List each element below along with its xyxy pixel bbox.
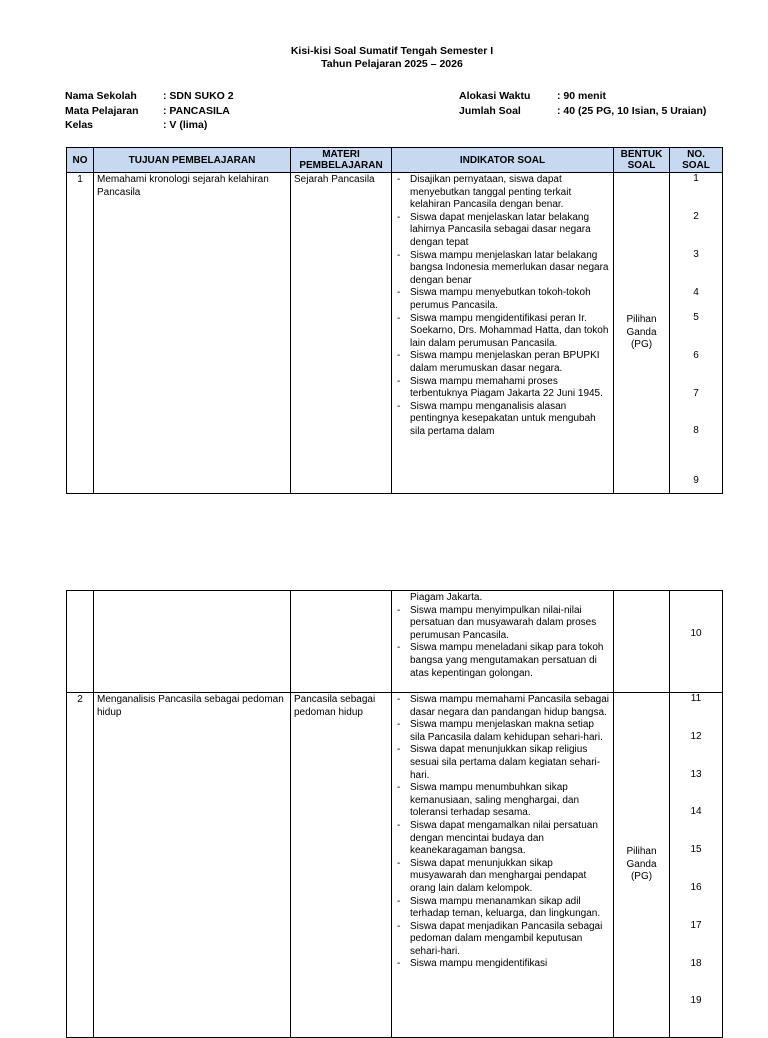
indikator-item: - Siswa dapat menjelaskan latar belakang lahirnya Pancasila sebagai dasar negara dengan tepat	[395, 212, 610, 250]
indikator-item: - Siswa mampu menjelaskan latar belakang bangsa Indonesia memerlukan dasar negara dengan benar	[395, 250, 610, 288]
nomor-soal-cell	[670, 693, 723, 1038]
indikator-item: - Disajikan pernyataan, siswa dapat menyebutkan tanggal penting terkait kelahiran Pancasila dengan benar.	[395, 174, 610, 212]
indikator-item: - Siswa dapat menjadikan Pancasila sebagai pedoman dalam mengambil keputusan sehari-hari.	[395, 921, 610, 959]
question-number: 17	[690, 920, 702, 931]
indikator-item: - Siswa dapat menunjukkan sikap musyawarah dan menghargai pendapat orang lain dalam kelompok.	[395, 858, 610, 896]
materi-cell: Sejarah Pancasila	[291, 173, 392, 494]
table-row	[67, 693, 723, 1038]
question-number: 8	[693, 425, 699, 436]
row-number: 1	[67, 173, 94, 494]
indikator-item: - Siswa mampu menyimpulkan nilai-nilai persatuan dan musyawarah dalam proses perumusan Pancasila.	[395, 605, 610, 643]
tujuan-cell: Memahami kronologi sejarah kelahiran Pancasila	[94, 173, 291, 494]
question-number: 6	[693, 350, 699, 361]
row-number	[67, 591, 94, 693]
table-row	[67, 173, 723, 494]
indikator-item: - Siswa mampu menjelaskan peran BPUPKI dalam merumuskan dasar negara.	[395, 350, 610, 375]
question-number: 18	[690, 958, 702, 969]
bentuk-soal-cell: Pilihan Ganda (PG)	[614, 173, 670, 494]
meta-row: Mata Pelajaran : PANCASILA	[65, 104, 230, 117]
indikator-item: - Siswa mampu menumbuhkan sikap kemanusiaan, saling menghargai, dan toleransi terhadap sesama.	[395, 782, 610, 820]
question-number: 12	[690, 731, 702, 742]
exam-info	[459, 89, 706, 118]
kisi-kisi-table	[66, 147, 723, 494]
indikator-item: - Siswa mampu meneladani sikap para tokoh bangsa yang mengutamakan persatuan di atas kepentingan golongan.	[395, 642, 610, 680]
row-number: 2	[67, 693, 94, 1038]
question-number: 15	[690, 844, 702, 855]
indikator-item: - Siswa mampu menanamkan sikap adil terhadap teman, keluarga, dan lingkungan.	[395, 896, 610, 921]
indikator-item: - Siswa dapat menunjukkan sikap religius sesuai sila pertama dalam kegiatan sehari-hari.	[395, 744, 610, 782]
materi-cell: Pancasila sebagai pedoman hidup	[291, 693, 392, 1038]
indikator-cell	[392, 173, 614, 494]
question-number: 3	[693, 249, 699, 260]
school-info	[65, 89, 234, 133]
meta-row: Alokasi Waktu : 90 menit	[459, 90, 607, 102]
indikator-item: - Siswa mampu memahami Pancasila sebagai dasar negara dan pandangan hidup bangsa.	[395, 694, 610, 719]
materi-cell	[291, 591, 392, 693]
tujuan-cell: Menganalisis Pancasila sebagai pedoman hidup	[94, 693, 291, 1038]
tujuan-cell	[94, 591, 291, 693]
question-number: 1	[693, 173, 699, 184]
header-nosoal: NO. SOAL	[670, 148, 723, 173]
indikator-item: - Siswa dapat mengamalkan nilai persatuan dengan mencintai budaya dan keanekaragaman bangsa.	[395, 820, 610, 858]
indikator-item: - Siswa mampu menyebutkan tokoh-tokoh perumus Pancasila.	[395, 287, 610, 312]
document-title	[0, 45, 768, 71]
indikator-item: - Siswa mampu mengidentifikasi peran Ir. Soekarno, Drs. Mohammad Hatta, dan tokoh lain dalam perumusan Pancasila.	[395, 313, 610, 351]
meta-row: Jumlah Soal : 40 (25 PG, 10 Isian, 5 Uraian)	[459, 104, 707, 117]
question-number: 13	[690, 769, 702, 780]
meta-row: Kelas : V (lima)	[65, 119, 208, 131]
question-number: 14	[690, 806, 702, 817]
indikator-cell	[392, 693, 614, 1038]
table-row	[67, 591, 723, 693]
indikator-item: - Siswa mampu menjelaskan makna setiap sila Pancasila dalam kehidupan sehari-hari.	[395, 719, 610, 744]
table-header-row	[67, 148, 723, 173]
header-bentuk: BENTUK SOAL	[614, 148, 670, 173]
header-no: NO	[67, 148, 94, 173]
bentuk-soal-cell	[614, 591, 670, 693]
indikator-item: - Siswa mampu menganalisis alasan pentingnya kesepakatan untuk mengubah sila pertama dalam	[395, 401, 610, 439]
indikator-cell	[392, 591, 614, 693]
question-number: 19	[690, 995, 702, 1006]
header-materi: MATERI PEMBELAJARAN	[291, 148, 392, 173]
indikator-continuation: Piagam Jakarta.	[410, 592, 483, 603]
meta-row: Nama Sekolah : SDN SUKO 2	[65, 90, 234, 102]
question-number: 11	[690, 693, 702, 704]
nomor-soal-cell	[670, 591, 723, 693]
title-line-1: Kisi-kisi Soal Sumatif Tengah Semester I	[290, 45, 494, 57]
indikator-item: - Siswa mampu mengidentifikasi	[395, 958, 610, 971]
question-number: 5	[693, 312, 699, 323]
bentuk-soal-cell: Pilihan Ganda (PG)	[614, 693, 670, 1038]
nomor-soal-cell	[670, 173, 723, 494]
indikator-item: - Siswa mampu memahami proses terbentuknya Piagam Jakarta 22 Juni 1945.	[395, 376, 610, 401]
header-tujuan: TUJUAN PEMBELAJARAN	[94, 148, 291, 173]
title-line-2: Tahun Pelajaran 2025 – 2026	[321, 58, 463, 70]
question-number: 9	[693, 475, 699, 486]
question-number: 7	[693, 388, 699, 399]
question-number: 4	[693, 287, 699, 298]
question-number: 2	[693, 211, 699, 222]
question-number: 16	[690, 882, 702, 893]
kisi-kisi-table-continued	[66, 590, 723, 1038]
question-number: 10	[690, 628, 702, 639]
header-indikator: INDIKATOR SOAL	[392, 148, 614, 173]
